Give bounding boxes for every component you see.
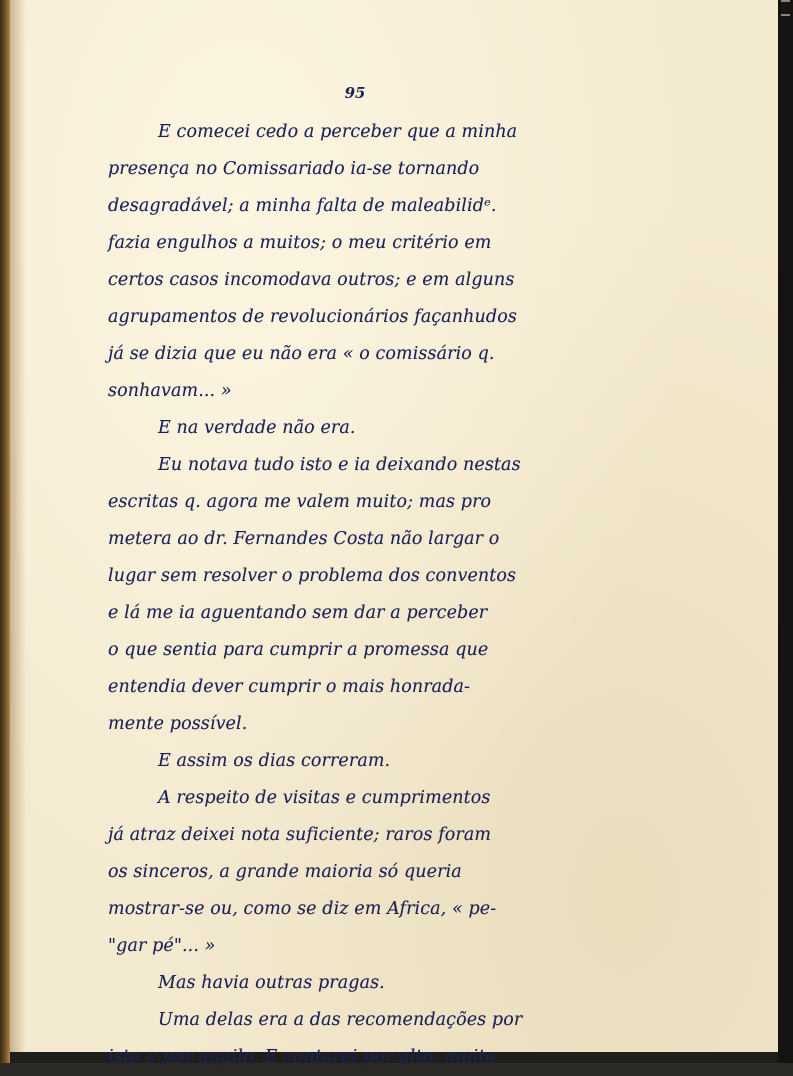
binding-edge (0, 0, 10, 1063)
text-line: o que sentia para cumprir a promessa que (108, 640, 489, 660)
page-gutter-shadow (10, 0, 26, 1052)
scanner-border-strip (778, 0, 793, 1063)
text-line: isto e por aquilo. E contarei por alto, muito (108, 1047, 496, 1067)
text-line: entendia dever cumprir o mais honrada- (108, 677, 471, 697)
text-line: mente possível. (108, 714, 248, 734)
page-number: 95 (344, 84, 366, 102)
text-line: certos casos incomodava outros; e em alguns (108, 270, 515, 290)
text-line: E na verdade não era. (158, 418, 356, 438)
text-line: presença no Comissariado ia-se tornando (108, 159, 480, 179)
text-line: Mas havia outras pragas. (158, 973, 385, 993)
text-line: os sinceros, a grande maioria só queria (108, 862, 462, 882)
text-line: metera ao dr. Fernandes Costa não largar o (108, 529, 500, 549)
border-tick (781, 14, 790, 16)
border-tick (781, 0, 790, 2)
text-line: e lá me ia aguentando sem dar a perceber (108, 603, 488, 623)
text-line: E comecei cedo a perceber que a minha (158, 122, 518, 142)
text-line: já atraz deixei nota suficiente; raros foram (108, 825, 492, 845)
text-line: sonhavam... » (108, 381, 232, 401)
text-line: escritas q. agora me valem muito; mas pro (108, 492, 492, 512)
text-line: A respeito de visitas e cumprimentos (158, 788, 491, 808)
text-line: mostrar-se ou, como se diz em Africa, « pe- (108, 899, 497, 919)
text-line: lugar sem resolver o problema dos conventos (108, 566, 517, 586)
text-line: agrupamentos de revolucionários façanhudos (108, 307, 517, 327)
text-line: já se dizia que eu não era « o comissário q. (108, 344, 495, 364)
text-line: desagradável; a minha falta de maleabilidᵉ. (108, 196, 497, 216)
text-line: Eu notava tudo isto e ia deixando nestas (158, 455, 521, 475)
text-line: E assim os dias correram. (158, 751, 391, 771)
handwritten-text-body (108, 114, 618, 1076)
text-line: "gar pé"... » (108, 936, 216, 956)
text-line: Uma delas era a das recomendações por (158, 1010, 523, 1030)
text-line: fazia engulhos a muitos; o meu critério em (108, 233, 492, 253)
